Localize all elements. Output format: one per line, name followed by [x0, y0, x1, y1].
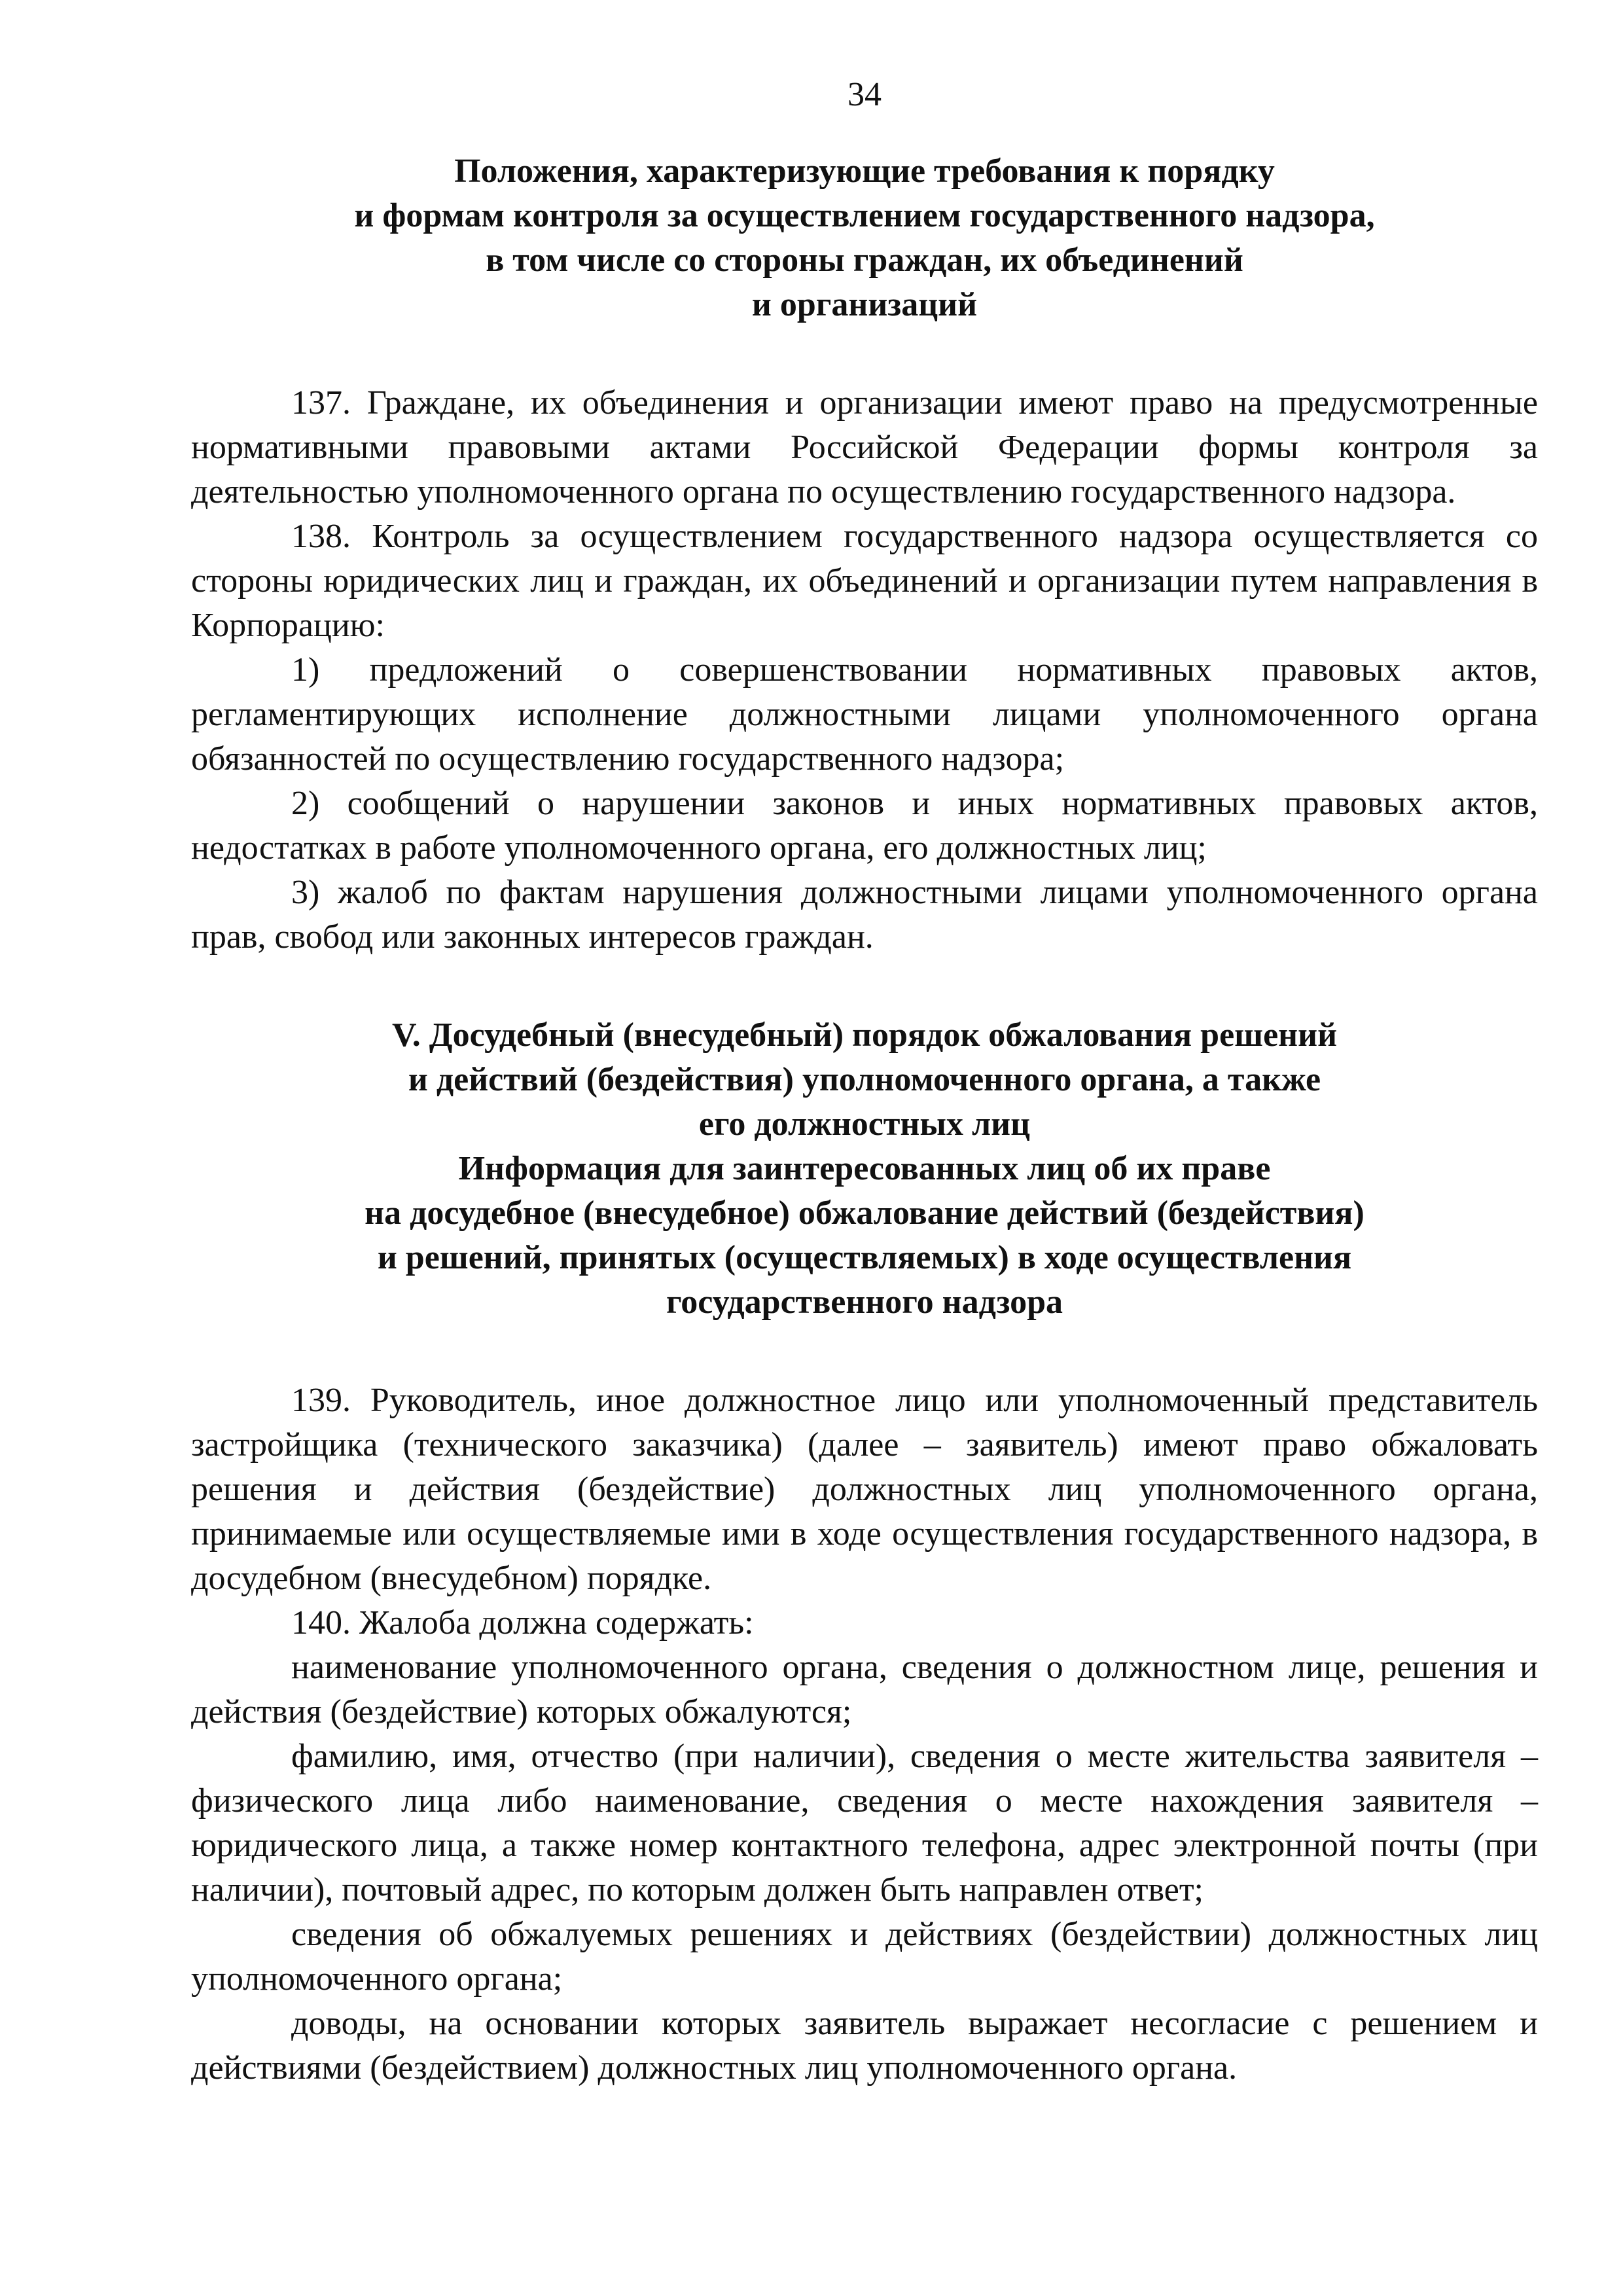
complaint-item-authority: наименование уполномоченного органа, сведения о должностном лице, решения и действия (бездействие) которых обжалуются;: [191, 1649, 1538, 1731]
paragraph-137: 137. Граждане, их объединения и организации имеют право на предусмотренные нормативными правовыми актами Российской Федерации формы контроля за деятельностью уполномоченного органа по осуществлению государственного надзора.: [191, 384, 1538, 511]
spacer: [191, 327, 1538, 381]
page-number: 34: [847, 76, 882, 113]
heading-line: государственного надзора: [666, 1283, 1063, 1321]
heading-line: и формам контроля за осуществлением государственного надзора,: [354, 197, 1375, 234]
list-item-2: 2) сообщений о нарушении законов и иных нормативных правовых актов, недостатках в работе уполномоченного органа, его должностных лиц;: [191, 785, 1538, 867]
paragraph-138: 138. Контроль за осуществлением государственного надзора осуществляется со стороны юридических лиц и граждан, их объединений и организации путем направления в Корпорацию:: [191, 518, 1538, 644]
heading-line: на досудебное (внесудебное) обжалование действий (бездействия): [365, 1194, 1364, 1232]
complaint-item-arguments: доводы, на основании которых заявитель выражает несогласие с решением и действиями (бездействием) должностных лиц уполномоченного органа.: [191, 2005, 1538, 2087]
paragraph-139: 139. Руководитель, иное должностное лицо или уполномоченный представитель застройщика (технического заказчика) (далее – заявитель) имеют право обжаловать решения и действия (бездействие) должностных лиц уполномоченного органа, принимаемые или осуществляемые ими в ходе осуществления государственного надзора, в досудебном (внесудебном) порядке.: [191, 1382, 1538, 1597]
list-item-3: 3) жалоб по фактам нарушения должностными лицами уполномоченного органа прав, свобод или законных интересов граждан.: [191, 874, 1538, 956]
heading-line: Информация для заинтересованных лиц об их праве: [458, 1150, 1271, 1187]
complaint-item-decisions: сведения об обжалуемых решениях и действиях (бездействии) должностных лиц уполномоченного органа;: [191, 1916, 1538, 1998]
section-heading-control: [191, 149, 1538, 327]
heading-line: и организаций: [751, 286, 978, 323]
section-body-control: [191, 381, 1538, 960]
section-heading-appeal: [191, 1013, 1538, 1325]
section-body-appeal: [191, 1378, 1538, 2090]
list-item-1: 1) предложений о совершенствовании нормативных правовых актов, регламентирующих исполнение должностными лицами уполномоченного органа обязанностей по осуществлению государственного надзора;: [191, 651, 1538, 778]
spacer: [191, 960, 1538, 1013]
paragraph-140: 140. Жалоба должна содержать:: [291, 1604, 754, 1641]
heading-line: его должностных лиц: [698, 1105, 1031, 1143]
spacer: [191, 1325, 1538, 1378]
heading-line: V. Досудебный (внесудебный) порядок обжалования решений: [391, 1016, 1338, 1054]
heading-line: в том числе со стороны граждан, их объединений: [486, 242, 1243, 279]
heading-line: Положения, характеризующие требования к порядку: [454, 152, 1275, 190]
document-page: [191, 72, 1538, 2090]
heading-line: и решений, принятых (осуществляемых) в ходе осуществления: [377, 1239, 1352, 1276]
heading-line: и действий (бездействия) уполномоченного органа, а также: [408, 1061, 1321, 1098]
complaint-item-applicant: фамилию, имя, отчество (при наличии), сведения о месте жительства заявителя – физического лица либо наименование, сведения о месте нахождения заявителя – юридического лица, а также номер контактного телефона, адрес электронной почты (при наличии), почтовый адрес, по которым должен быть направлен ответ;: [191, 1738, 1538, 1909]
